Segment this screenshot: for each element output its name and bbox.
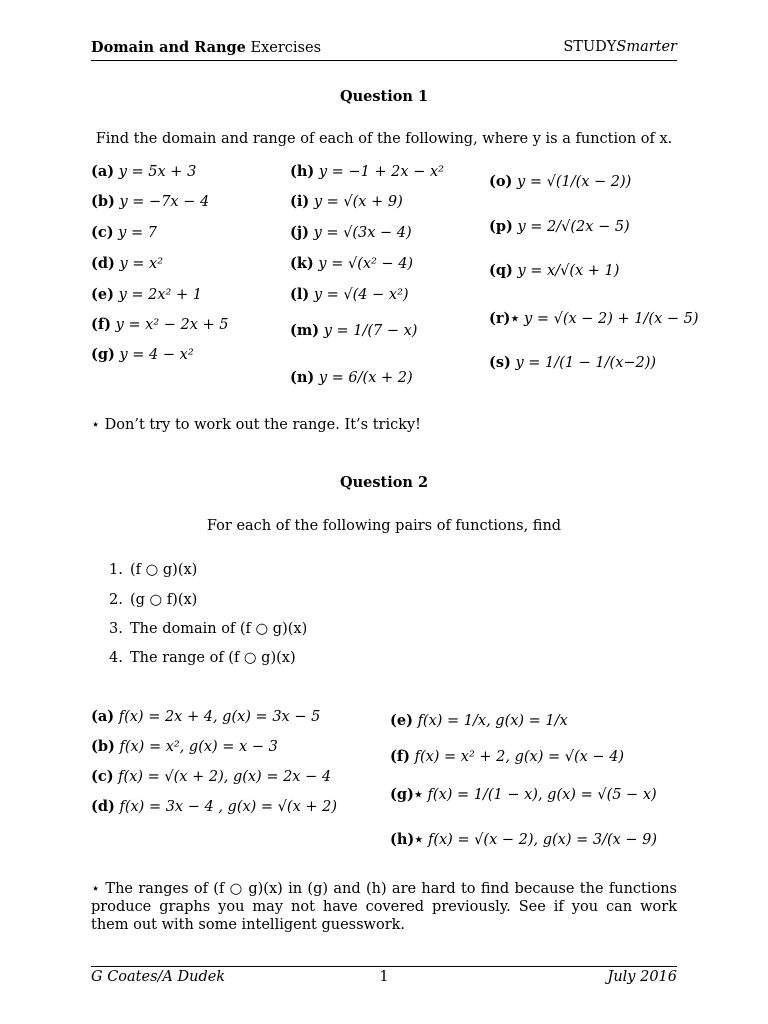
q2-pair-expr: f(x) = √(x + 2), g(x) = 2x − 4: [118, 769, 332, 785]
q1-item-label: (m): [290, 322, 320, 339]
q1-item-r: [489, 310, 699, 327]
q2-pair-label: (f): [390, 748, 410, 765]
q2-list-item-2: [109, 592, 197, 608]
q2-pair-expr: f(x) = 1/(1 − x), g(x) = √(5 − x): [427, 787, 657, 803]
question-1-title: Question 1: [339, 88, 429, 105]
q1-item-expr: y = √(4 − x²): [313, 287, 409, 303]
q1-item-label: (g): [91, 346, 115, 363]
q1-item-q: [489, 262, 619, 279]
q2-pair-label: (h)⋆: [390, 831, 424, 848]
q1-item-o: [489, 173, 631, 190]
q1-item-expr: y = 1/(7 − x): [323, 323, 418, 339]
q1-item-label: (f): [91, 316, 111, 333]
q2-pair-label: (e): [390, 712, 413, 729]
q1-item-m: [290, 322, 417, 339]
q2-pair-label: (a): [91, 708, 115, 725]
q2-pair-g: [390, 786, 657, 803]
q1-item-expr: y = 5x + 3: [118, 164, 197, 180]
header-brand: [563, 39, 677, 55]
q2-pair-expr: f(x) = 3x − 4 , g(x) = √(x + 2): [119, 799, 337, 815]
q2-list-num: 3.: [109, 621, 123, 637]
q2-pair-label: (g)⋆: [390, 786, 423, 803]
q1-item-expr: y = −1 + 2x − x²: [318, 164, 444, 180]
q1-item-j: [290, 224, 412, 241]
q2-list-num: 1.: [109, 562, 123, 578]
header-title-rest: Exercises: [245, 40, 322, 56]
footer-rule: [91, 966, 677, 967]
q1-item-label: (h): [290, 163, 315, 180]
q2-pair-expr: f(x) = x² + 2, g(x) = √(x − 4): [414, 749, 625, 765]
q2-list-item-4: [109, 650, 296, 666]
q1-item-h: [290, 163, 444, 180]
q1-item-label: (e): [91, 286, 114, 303]
header-title: [91, 39, 321, 56]
q1-item-expr: y = x/√(x + 1): [517, 263, 620, 279]
q2-list-text: (g ○ f)(x): [130, 592, 198, 608]
question-2-title: Question 2: [339, 474, 429, 491]
q2-list-num: 2.: [109, 592, 123, 608]
q2-list-text: (f ○ g)(x): [130, 562, 198, 578]
q1-item-label: (d): [91, 255, 115, 272]
q1-item-label: (c): [91, 224, 114, 241]
q1-item-expr: y = 2/√(2x − 5): [517, 219, 630, 235]
q1-item-expr: y = √(x² − 4): [318, 256, 414, 272]
q1-item-s: [489, 354, 656, 371]
q1-item-label: (p): [489, 218, 513, 235]
q2-pair-a: [91, 708, 320, 725]
q1-item-expr: y = −7x − 4: [119, 194, 210, 210]
q1-item-expr: y = √(x − 2) + 1/(x − 5): [524, 311, 699, 327]
question-2-intro: For each of the following pairs of functions, find: [206, 518, 562, 534]
footer-page-number: 1: [379, 969, 389, 985]
q1-item-i: [290, 193, 403, 210]
q2-list-num: 4.: [109, 650, 123, 666]
q1-item-label: (j): [290, 224, 309, 241]
q1-item-a: [91, 163, 196, 180]
q1-item-k: [290, 255, 413, 272]
q2-pair-expr: f(x) = 2x + 4, g(x) = 3x − 5: [118, 709, 321, 725]
q1-item-expr: y = 2x² + 1: [118, 287, 202, 303]
q1-item-label: (o): [489, 173, 513, 190]
q1-item-l: [290, 286, 409, 303]
q2-pair-label: (c): [91, 768, 114, 785]
q1-item-label: (r)⋆: [489, 310, 520, 327]
footer-authors: G Coates/A Dudek: [91, 969, 226, 985]
q1-item-d: [91, 255, 163, 272]
q1-item-label: (a): [91, 163, 115, 180]
footer-date: July 2016: [607, 969, 677, 985]
q1-item-label: (s): [489, 354, 511, 371]
q1-item-label: (k): [290, 255, 314, 272]
q1-item-expr: y = x²: [119, 256, 164, 272]
header-title-bold: Domain and Range: [91, 39, 246, 56]
header-brand-italic: Smarter: [616, 39, 677, 55]
q1-item-b: [91, 193, 209, 210]
header-brand-caps: STUDY: [563, 39, 617, 55]
q2-pair-f: [390, 748, 624, 765]
q1-item-expr: y = 1/(1 − 1/(x−2)): [515, 355, 657, 371]
q1-item-c: [91, 224, 157, 241]
q1-item-expr: y = x² − 2x + 5: [115, 317, 229, 333]
q1-item-g: [91, 346, 194, 363]
q2-pair-expr: f(x) = √(x − 2), g(x) = 3/(x − 9): [427, 832, 658, 848]
q2-pair-h: [390, 831, 657, 848]
q2-list-text: The range of (f ○ g)(x): [130, 650, 296, 666]
q2-pair-d: [91, 798, 337, 815]
header-rule: [91, 60, 677, 61]
q1-item-expr: y = √(1/(x − 2)): [517, 174, 632, 190]
q2-list-item-1: [109, 562, 197, 578]
q2-pair-c: [91, 768, 331, 785]
q1-item-p: [489, 218, 630, 235]
q1-item-f: [91, 316, 229, 333]
q2-list-item-3: [109, 621, 307, 637]
q2-pair-b: [91, 738, 278, 755]
q1-item-expr: y = 6/(x + 2): [318, 370, 413, 386]
q1-item-label: (b): [91, 193, 115, 210]
q1-item-expr: y = √(x + 9): [313, 194, 403, 210]
q2-pair-expr: f(x) = x², g(x) = x − 3: [119, 739, 278, 755]
q1-item-n: [290, 369, 413, 386]
q1-item-label: (n): [290, 369, 315, 386]
q1-item-label: (q): [489, 262, 513, 279]
question-2-note: ⋆ The ranges of (f ○ g)(x) in (g) and (h) are hard to find because the functions produce graphs you may not have covered previously. See if you can work them out with some intelligent guesswork.: [91, 881, 677, 933]
q1-item-expr: y = √(3x − 4): [313, 225, 412, 241]
question-1-intro: Find the domain and range of each of the following, where y is a function of x.: [95, 131, 673, 147]
q1-item-label: (i): [290, 193, 310, 210]
q2-pair-label: (d): [91, 798, 115, 815]
q1-item-expr: y = 4 − x²: [119, 347, 194, 363]
q2-pair-label: (b): [91, 738, 115, 755]
q2-list-text: The domain of (f ○ g)(x): [130, 621, 308, 637]
q2-pair-expr: f(x) = 1/x, g(x) = 1/x: [417, 713, 568, 729]
q1-item-e: [91, 286, 202, 303]
question-1-note: ⋆ Don’t try to work out the range. It’s tricky!: [91, 417, 422, 433]
q1-item-expr: y = 7: [118, 225, 157, 241]
q1-item-label: (l): [290, 286, 310, 303]
q2-pair-e: [390, 712, 568, 729]
